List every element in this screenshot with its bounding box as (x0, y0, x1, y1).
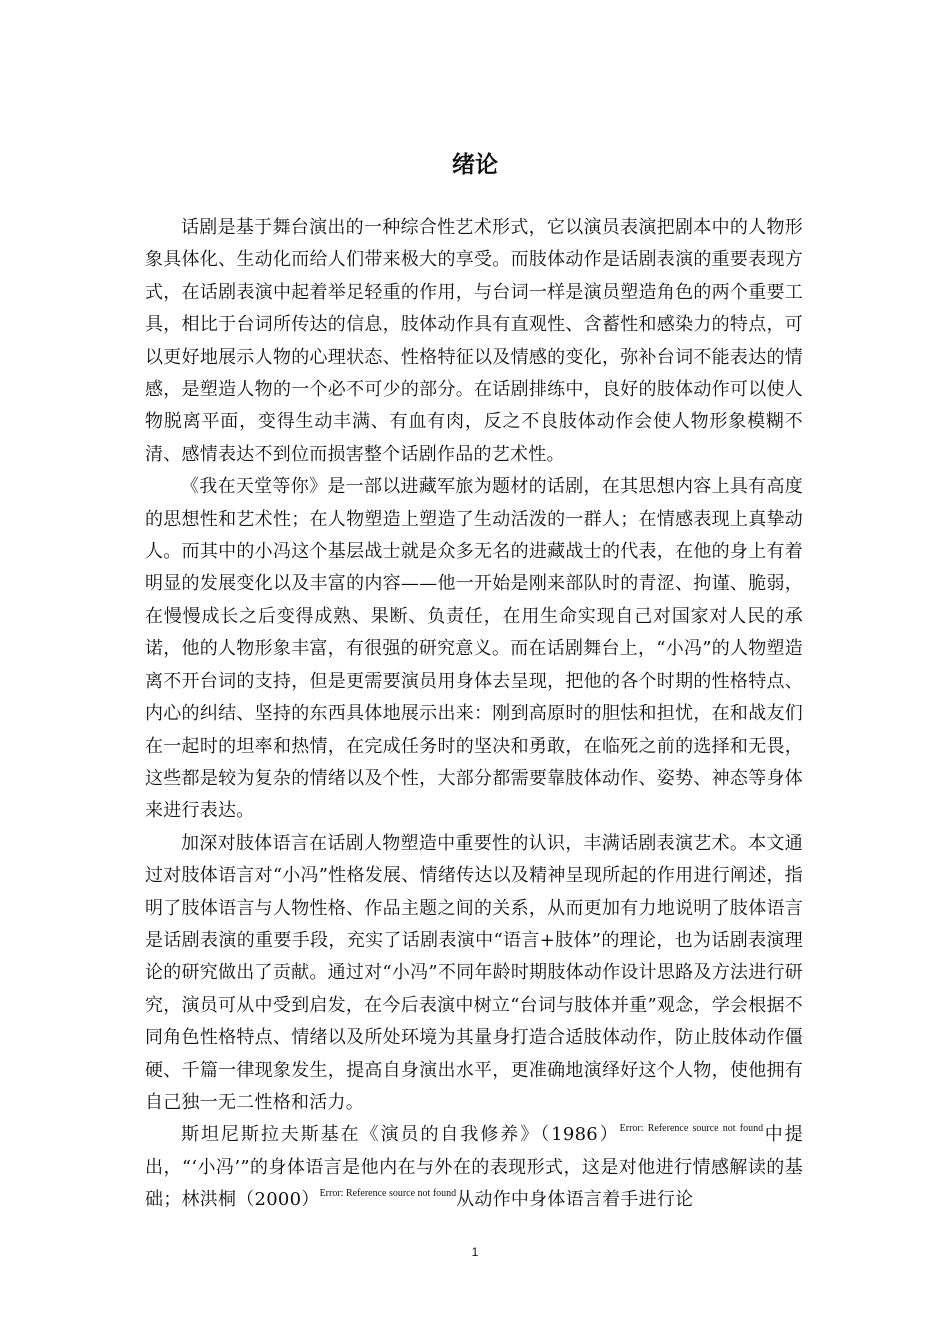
paragraph-4-part-1: 斯坦尼斯拉夫斯基在《演员的自我修养》（1986） (181, 1124, 620, 1146)
reference-error-1: Error: Reference source not found (619, 1123, 764, 1135)
page-number: 1 (471, 1245, 479, 1259)
paragraph-4-part-2: 中提出，“‘小冯’”的身体语言是他内在与外在的表现形式，这是对他进行情感解读的基础；林洪桐（2000） (145, 1124, 804, 1211)
paragraph-1: 话剧是基于舞台演出的一种综合性艺术形式，它以演员表演把剧本中的人物形象具体化、生动化而给人们带来极大的享受。而肢体动作是话剧表演的重要表现方式，在话剧表演中起着举足轻重的作用，与台词一样是演员塑造角色的两个重要工具，相比于台词所传达的信息，肢体动作具有直观性、含蓄性和感染力的特点，可以更好地展示人物的心理状态、性格特征以及情感的变化，弥补台词不能表达的情感，是塑造人物的一个必不可少的部分。在话剧排练中，良好的肢体动作可以使人物脱离平面，变得生动丰满、有血有肉，反之不良肢体动作会使人物形象模糊不清、感情表达不到位而损害整个话剧作品的艺术性。 (145, 217, 803, 465)
paragraph-4-part-3: 从动作中身体语言着手进行论 (456, 1189, 694, 1211)
body-text (145, 212, 803, 1217)
chapter-title: 绪论 (452, 152, 498, 178)
reference-error-2: Error: Reference source not found (319, 1188, 457, 1200)
paragraph-2: 《我在天堂等你》是一部以进藏军旅为题材的话剧，在其思想内容上具有高度的思想性和艺术性；在人物塑造上塑造了生动活泼的一群人；在情感表现上真挚动人。而其中的小冯这个基层战士就是众多无名的进藏战士的代表，在他的身上有着明显的发展变化以及丰富的内容——他一开始是刚来部队时的青涩、拘谨、脆弱，在慢慢成长之后变得成熟、果断、负责任，在用生命实现自己对国家对人民的承诺，他的人物形象丰富，有很强的研究意义。而在话剧舞台上，“小冯”的人物塑造离不开台词的支持，但是更需要演员用身体去呈现，把他的各个时期的性格特点、内心的纠结、坚持的东西具体地展示出来：刚到高原时的胆怯和担忧，在和战友们在一起时的坦率和热情，在完成任务时的坚决和勇敢，在临死之前的选择和无畏，这些都是较为复杂的情绪以及个性，大部分都需要靠肢体动作、姿势、神态等身体来进行表达。 (145, 476, 803, 822)
paragraph-4 (145, 1119, 803, 1216)
paragraph-3: 加深对肢体语言在话剧人物塑造中重要性的认识，丰满话剧表演艺术。本文通过对肢体语言对“小冯”性格发展、情绪传达以及精神呈现所起的作用进行阐述，指明了肢体语言与人物性格、作品主题之间的关系，从而更加有力地说明了肢体语言是话剧表演的重要手段，充实了话剧表演中“语言+肢体”的理论，也为话剧表演理论的研究做出了贡献。通过对“小冯”不同年龄时期肢体动作设计思路及方法进行研究，演员可从中受到启发，在今后表演中树立“台词与肢体并重”观念，学会根据不同角色性格特点、情绪以及所处环境为其量身打造合适肢体动作，防止肢体动作僵硬、千篇一律现象发生，提高自身演出水平，更准确地演绎好这个人物，使他拥有自己独一无二性格和活力。 (145, 832, 803, 1113)
